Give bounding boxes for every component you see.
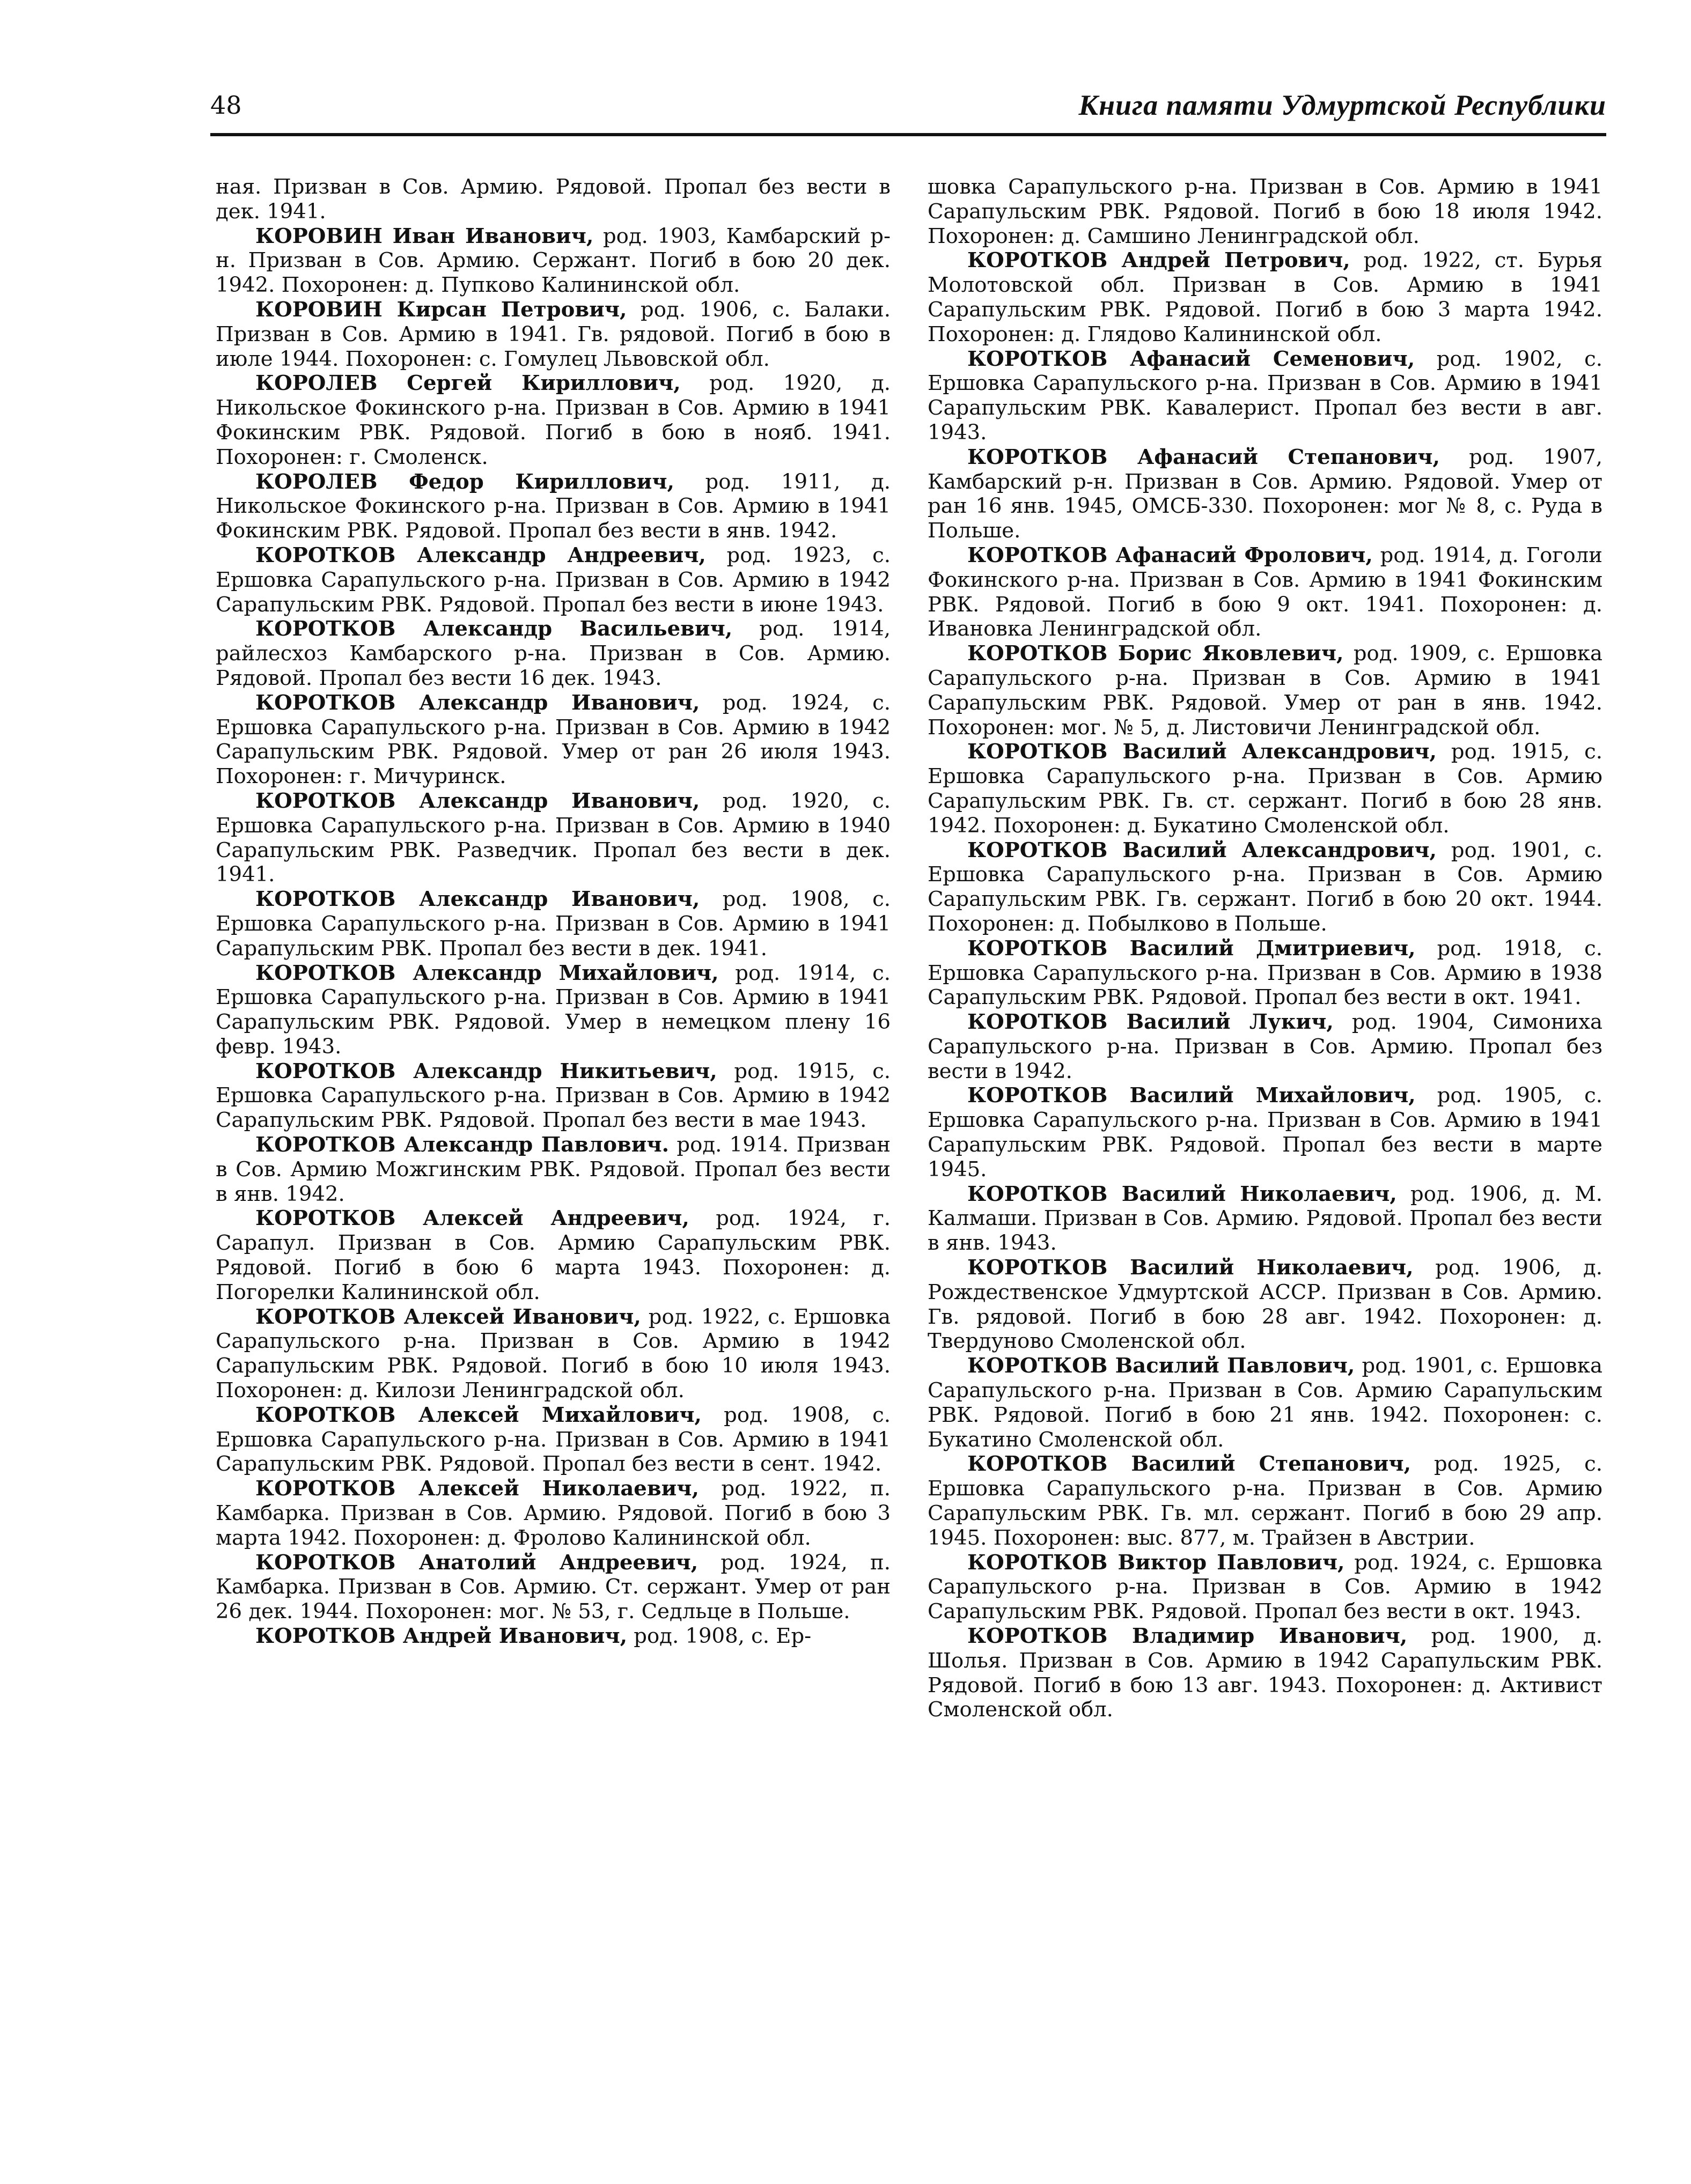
entry-name: КОРОВИН Кирсан Петрович, bbox=[255, 297, 627, 322]
entry-text: ная. Призван в Сов. Армию. Рядовой. Пропал без вести в дек. 1941. bbox=[216, 175, 891, 224]
entry-name: КОРОТКОВ Анатолий Андреевич, bbox=[255, 1550, 699, 1575]
memorial-entry bbox=[216, 1551, 891, 1624]
memorial-entry bbox=[216, 887, 891, 961]
page-header bbox=[210, 85, 1606, 136]
entry-name: КОРОЛЕВ Сергей Кириллович, bbox=[255, 371, 681, 396]
memorial-entry bbox=[216, 1305, 891, 1403]
entry-name: КОРОТКОВ Афанасий Фролович, bbox=[967, 543, 1373, 567]
memorial-entry bbox=[216, 961, 891, 1059]
entry-text: род. 1924, п. Камбарка. Призван в Сов. Армию. Ст. сержант. Умер от ран 26 дек. 1944. Похоронен: мог. № 53, г. Седльце в Польше. bbox=[216, 1550, 891, 1624]
entry-name: КОРОТКОВ Афанасий Семенович, bbox=[967, 346, 1415, 371]
entry-text: род. 1914. Призван в Сов. Армию Можгинским РВК. Рядовой. Пропал без вести в янв. 1942. bbox=[216, 1133, 891, 1206]
memorial-entry bbox=[928, 445, 1602, 543]
entry-name: КОРОТКОВ Василий Павлович, bbox=[967, 1354, 1355, 1378]
entry-text: род. 1902, с. Ершовка Сарапульского р-на. Призван в Сов. Армию в 1941 Сарапульским РВК. Кавалерист. Пропал без вести в авг. 1943. bbox=[928, 346, 1602, 445]
memorial-entry bbox=[928, 1551, 1602, 1624]
entry-text: род. 1924, г. Сарапул. Призван в Сов. Армию Сарапульским РВК. Рядовой. Погиб в бою 6 марта 1943. Похоронен: д. Погорелки Калининской обл. bbox=[216, 1206, 891, 1304]
entry-name: КОРОТКОВ Алексей Иванович, bbox=[255, 1304, 641, 1329]
entry-text: род. 1920, с. Ершовка Сарапульского р-на. Призван в Сов. Армию в 1940 Сарапульским РВК. Разведчик. Пропал без вести в дек. 1941. bbox=[216, 788, 891, 887]
entry-text: род. 1918, с. Ершовка Сарапульского р-на. Призван в Сов. Армию в 1938 Сарапульским РВК. Рядовой. Пропал без вести в окт. 1941. bbox=[928, 936, 1602, 1010]
entry-name: КОРОТКОВ Афанасий Степанович, bbox=[967, 445, 1440, 469]
memorial-entry bbox=[928, 248, 1602, 346]
memorial-entry bbox=[216, 175, 891, 224]
entry-text: род. 1908, с. Ершовка Сарапульского р-на. Призван в Сов. Армию в 1941 Сарапульским РВК. Пропал без вести в дек. 1941. bbox=[216, 887, 891, 961]
entry-text: род. 1903, Камбарский р-н. Призван в Сов. Армию. Сержант. Погиб в бою 20 дек. 1942. Похоронен: д. Пупково Калининской обл. bbox=[216, 224, 891, 298]
memorial-entry bbox=[928, 936, 1602, 1010]
memorial-entry bbox=[928, 1182, 1602, 1256]
memorial-entry bbox=[216, 543, 891, 617]
entry-text: род. 1914, д. Гоголи Фокинского р-на. Призван в Сов. Армию в 1941 Фокинским РВК. Рядовой. Погиб в бою 9 окт. 1941. Похоронен: д. Ивановка Ленинградской обл. bbox=[928, 543, 1603, 641]
entry-text: род. 1904, Симониха Сарапульского р-на. Призван в Сов. Армию. Пропал без вести в 1942. bbox=[928, 1010, 1602, 1083]
left-column bbox=[216, 175, 891, 1649]
entry-text: род. 1914, с. Ершовка Сарапульского р-на. Призван в Сов. Армию в 1941 Сарапульским РВК. Рядовой. Умер в немецком плену 16 февр. 1943. bbox=[216, 961, 891, 1059]
entry-name: КОРОТКОВ Борис Яковлевич, bbox=[967, 641, 1344, 666]
entry-text: род. 1900, д. Шолья. Призван в Сов. Армию в 1942 Сарапульским РВК. Рядовой. Погиб в бою 13 авг. 1943. Похоронен: д. Активист Смоленской обл. bbox=[928, 1624, 1602, 1722]
right-column bbox=[928, 175, 1602, 1722]
memorial-entry bbox=[216, 1403, 891, 1477]
entry-text: род. 1925, с. Ершовка Сарапульского р-на. Призван в Сов. Армию Сарапульским РВК. Гв. мл. сержант. Погиб в бою 29 апр. 1945. Похоронен: выс. 877, м. Трайзен в Австрии. bbox=[928, 1452, 1602, 1550]
entry-name: КОРОТКОВ Алексей Андреевич, bbox=[255, 1206, 689, 1231]
memorial-entry bbox=[216, 470, 891, 543]
memorial-entry bbox=[928, 1624, 1602, 1722]
entry-text: род. 1901, с. Ершовка Сарапульского р-на. Призван в Сов. Армию Сарапульским РВК. Гв. сержант. Погиб в бою 20 окт. 1944. Похоронен: д. Побылково в Польше. bbox=[928, 838, 1602, 936]
memorial-entry bbox=[216, 617, 891, 690]
entry-name: КОРОТКОВ Василий Александрович, bbox=[967, 838, 1437, 862]
memorial-entry bbox=[928, 838, 1602, 936]
memorial-entry bbox=[928, 1256, 1602, 1354]
memorial-entry bbox=[216, 789, 891, 887]
memorial-entry bbox=[216, 1133, 891, 1206]
entry-text: род. 1909, с. Ершовка Сарапульского р-на. Призван в Сов. Армию в 1941 Сарапульским РВК. Рядовой. Умер от ран в янв. 1942. Похоронен: мог. № 5, д. Листовичи Ленинградской обл. bbox=[928, 641, 1602, 740]
entry-text: род. 1924, с. Ершовка Сарапульского р-на. Призван в Сов. Армию в 1942 Сарапульским РВК. Рядовой. Пропал без вести в окт. 1943. bbox=[928, 1550, 1602, 1624]
entry-text: род. 1908, с. Ершовка Сарапульского р-на. Призван в Сов. Армию в 1941 Сарапульским РВК. Рядовой. Пропал без вести в сент. 1942. bbox=[216, 1403, 891, 1477]
entry-text: род. 1922, ст. Бурья Молотовской обл. Призван в Сов. Армию в 1941 Сарапульским РВК. Рядовой. Погиб в бою 3 марта 1942. Похоронен: д. Глядово Калининской обл. bbox=[928, 248, 1602, 346]
entry-text: род. 1911, д. Никольское Фокинского р-на. Призван в Сов. Армию в 1941 Фокинским РВК. Рядовой. Пропал без вести в янв. 1942. bbox=[216, 469, 891, 543]
memorial-entry bbox=[928, 740, 1602, 838]
entry-name: КОРОТКОВ Василий Дмитриевич, bbox=[967, 936, 1416, 961]
entry-name: КОРОТКОВ Василий Михайлович, bbox=[967, 1083, 1416, 1108]
memorial-entry bbox=[216, 691, 891, 789]
entry-text: род. 1922, п. Камбарка. Призван в Сов. Армию. Рядовой. Погиб в бою 3 марта 1942. Похоронен: д. Фролово Калининской обл. bbox=[216, 1477, 891, 1550]
memorial-entry bbox=[216, 371, 891, 469]
entry-name: КОРОТКОВ Андрей Петрович, bbox=[967, 248, 1350, 273]
entry-name: КОРОЛЕВ Федор Кириллович, bbox=[255, 469, 674, 494]
entry-text: род. 1908, с. Ер- bbox=[627, 1624, 812, 1649]
running-title: Книга памяти Удмуртской Республики bbox=[1078, 89, 1606, 121]
entry-text: род. 1914, райлесхоз Камбарского р-на. Призван в Сов. Армию. Рядовой. Пропал без вести 16 дек. 1943. bbox=[216, 617, 891, 690]
memorial-entry bbox=[216, 1477, 891, 1550]
entry-name: КОРОТКОВ Виктор Павлович, bbox=[967, 1550, 1345, 1575]
entry-text: род. 1901, с. Ершовка Сарапульского р-на. Призван в Сов. Армию Сарапульским РВК. Рядовой. Погиб в бою 21 янв. 1942. Похоронен: с. Букатино Смоленской обл. bbox=[928, 1354, 1602, 1452]
memorial-entry bbox=[216, 1059, 891, 1133]
entry-text: род. 1906, д. М. Калмаши. Призван в Сов. Армию. Рядовой. Пропал без вести в янв. 1943. bbox=[928, 1182, 1602, 1256]
entry-text: род. 1923, с. Ершовка Сарапульского р-на. Призван в Сов. Армию в 1942 Сарапульским РВК. Рядовой. Пропал без вести в июне 1943. bbox=[216, 543, 891, 617]
entry-name: КОРОВИН Иван Иванович, bbox=[255, 224, 594, 248]
entry-name: КОРОТКОВ Андрей Иванович, bbox=[255, 1624, 627, 1649]
entry-text: род. 1915, с. Ершовка Сарапульского р-на. Призван в Сов. Армию Сарапульским РВК. Гв. ст. сержант. Погиб в бою 28 янв. 1942. Похоронен: д. Букатино Смоленской обл. bbox=[928, 740, 1602, 838]
entry-name: КОРОТКОВ Александр Васильевич, bbox=[255, 617, 733, 641]
entry-name: КОРОТКОВ Василий Александрович, bbox=[967, 740, 1437, 764]
page-number: 48 bbox=[210, 91, 242, 120]
entry-name: КОРОТКОВ Александр Павлович. bbox=[255, 1133, 670, 1157]
entry-text: род. 1920, д. Никольское Фокинского р-на. Призван в Сов. Армию в 1941 Фокинским РВК. Рядовой. Погиб в бою в нояб. 1941. Похоронен: г. Смоленск. bbox=[216, 371, 891, 469]
memorial-entry bbox=[216, 298, 891, 371]
memorial-entry bbox=[928, 347, 1602, 445]
memorial-entry bbox=[928, 543, 1602, 641]
memorial-entry bbox=[216, 1206, 891, 1304]
entry-text: род. 1915, с. Ершовка Сарапульского р-на. Призван в Сов. Армию в 1942 Сарапульским РВК. Рядовой. Пропал без вести в мае 1943. bbox=[216, 1059, 891, 1133]
entry-name: КОРОТКОВ Алексей Михайлович, bbox=[255, 1403, 702, 1427]
memorial-entry bbox=[928, 1083, 1602, 1182]
entry-text: род. 1907, Камбарский р-н. Призван в Сов. Армию. Рядовой. Умер от ран 16 янв. 1945, ОМСБ-330. Похоронен: мог № 8, с. Руда в Польше. bbox=[928, 445, 1602, 543]
memorial-entry bbox=[928, 641, 1602, 740]
entry-name: КОРОТКОВ Василий Николаевич, bbox=[967, 1256, 1414, 1280]
entry-text: шовка Сарапульского р-на. Призван в Сов. Армию в 1941 Сарапульским РВК. Рядовой. Погиб в бою 18 июля 1942. Похоронен: д. Самшино Ленинградской обл. bbox=[928, 175, 1602, 248]
memorial-entry bbox=[216, 1624, 891, 1649]
entry-name: КОРОТКОВ Александр Иванович, bbox=[255, 887, 700, 912]
entry-text: род. 1906, с. Балаки. Призван в Сов. Армию в 1941. Гв. рядовой. Погиб в бою в июле 1944. Похоронен: с. Гомулец Львовской обл. bbox=[216, 297, 891, 371]
entry-name: КОРОТКОВ Василий Степанович, bbox=[967, 1452, 1411, 1477]
entry-name: КОРОТКОВ Александр Иванович, bbox=[255, 690, 700, 715]
memorial-entry bbox=[928, 1452, 1602, 1550]
entry-name: КОРОТКОВ Александр Михайлович, bbox=[255, 961, 719, 985]
entry-text: род. 1922, с. Ершовка Сарапульского р-на. Призван в Сов. Армию в 1942 Сарапульским РВК. Рядовой. Погиб в бою 10 июля 1943. Похоронен: д. Килози Ленинградской обл. bbox=[216, 1304, 891, 1403]
entry-text: род. 1905, с. Ершовка Сарапульского р-на. Призван в Сов. Армию в 1941 Сарапульским РВК. Рядовой. Пропал без вести в марте 1945. bbox=[928, 1083, 1602, 1182]
entry-name: КОРОТКОВ Василий Лукич, bbox=[967, 1010, 1334, 1035]
entry-name: КОРОТКОВ Александр Никитьевич, bbox=[255, 1059, 717, 1083]
memorial-entry bbox=[928, 175, 1602, 248]
entry-name: КОРОТКОВ Владимир Иванович, bbox=[967, 1624, 1408, 1649]
entry-name: КОРОТКОВ Василий Николаевич, bbox=[967, 1182, 1397, 1206]
memorial-entry bbox=[928, 1010, 1602, 1083]
memorial-entry bbox=[928, 1354, 1602, 1452]
memorial-entry bbox=[216, 224, 891, 298]
entry-name: КОРОТКОВ Александр Андреевич, bbox=[255, 543, 706, 567]
entry-name: КОРОТКОВ Александр Иванович, bbox=[255, 788, 700, 813]
entry-name: КОРОТКОВ Алексей Николаевич, bbox=[255, 1477, 699, 1501]
entry-text: род. 1924, с. Ершовка Сарапульского р-на. Призван в Сов. Армию в 1942 Сарапульским РВК. Рядовой. Умер от ран 26 июля 1943. Похоронен: г. Мичуринск. bbox=[216, 690, 891, 789]
entry-text: род. 1906, д. Рождественское Удмуртской АССР. Призван в Сов. Армию. Гв. рядовой. Погиб в бою 28 авг. 1942. Похоронен: д. Твердуново Смоленской обл. bbox=[928, 1256, 1602, 1354]
